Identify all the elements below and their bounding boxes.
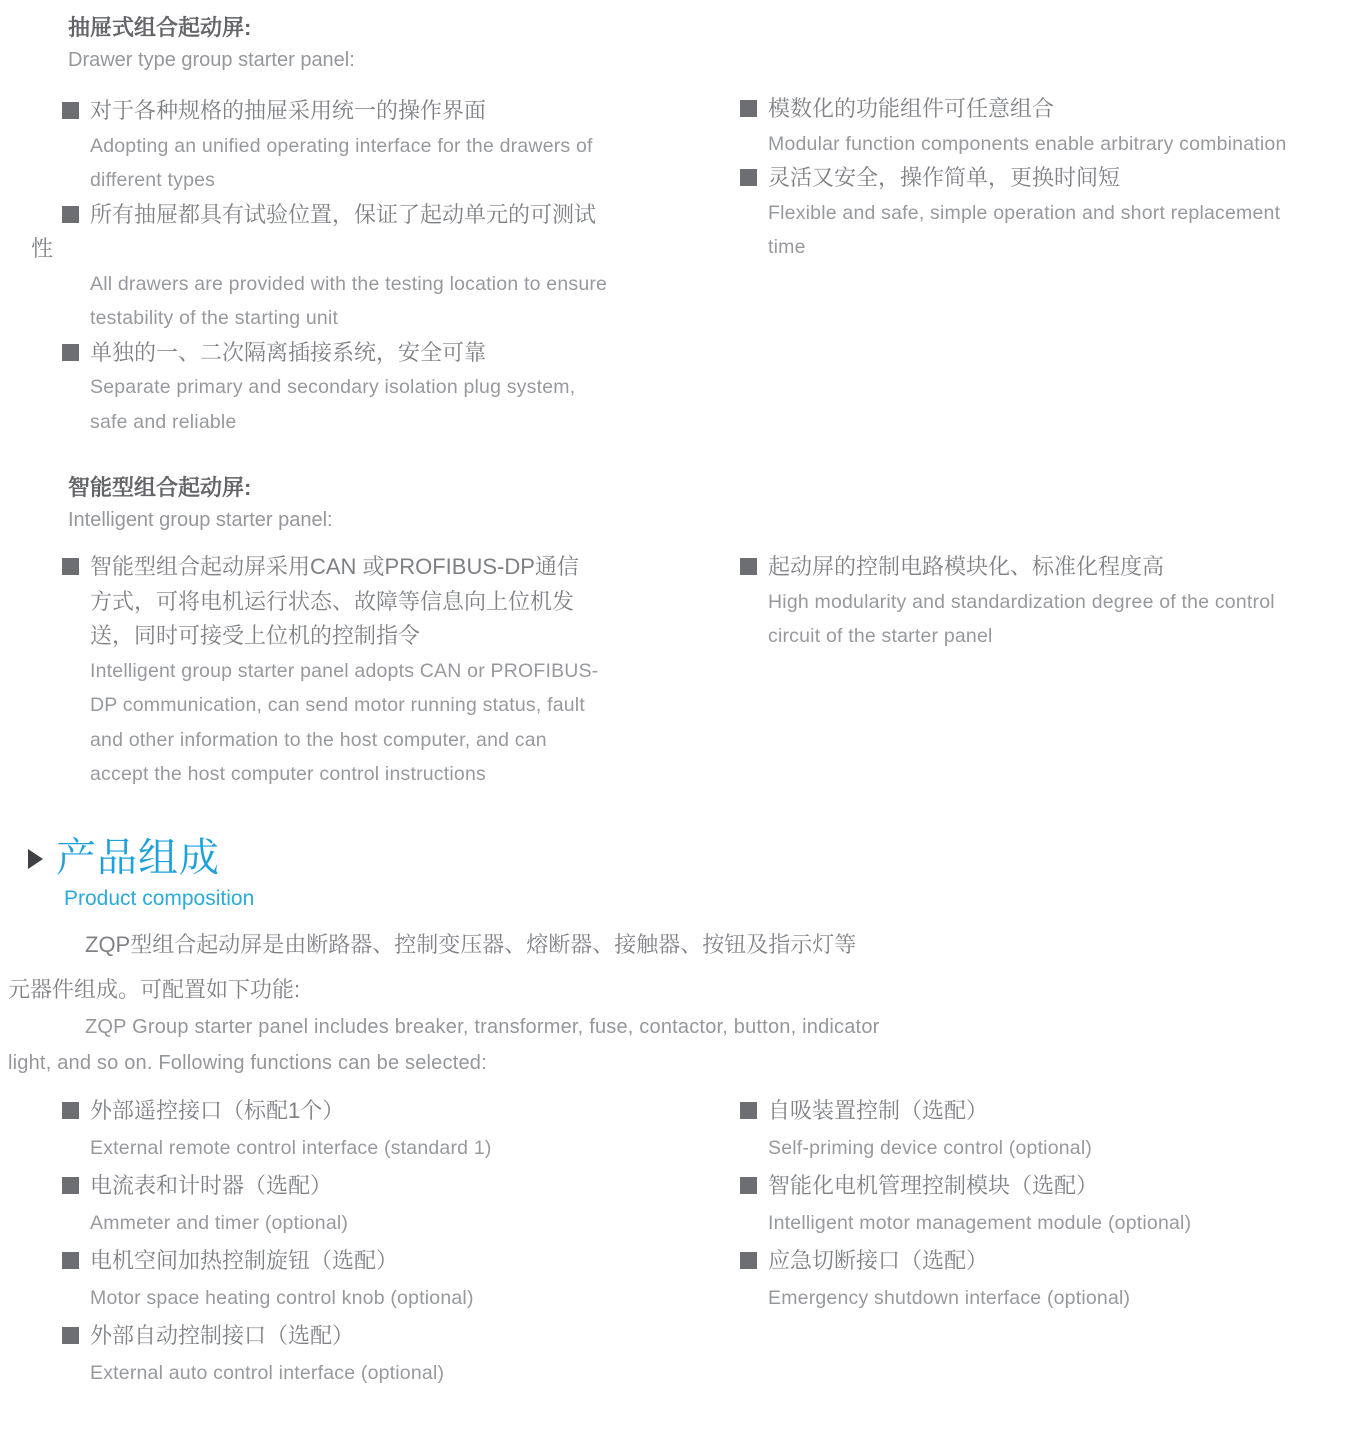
bullet-item	[740, 1092, 1340, 1130]
intelligent-right-column	[740, 550, 1340, 654]
bullet-text-zh: 智能型组合起动屏采用CAN 或PROFIBUS-DP通信	[90, 554, 579, 579]
bullet-square-icon	[740, 1252, 757, 1269]
bullet-text-zh: 智能化电机管理控制模块（选配）	[768, 1173, 1099, 1198]
bullet-square-icon	[62, 206, 79, 223]
bullet-text-zh: 对于各种规格的抽屉采用统一的操作界面	[90, 98, 487, 123]
bullet-square-icon	[740, 100, 757, 117]
bullet-item	[740, 92, 1340, 127]
bullet-text-en: Ammeter and timer (optional)	[90, 1211, 349, 1234]
bullet-text-zh: 送，同时可接受上位机的控制指令	[90, 623, 421, 648]
bullet-text-en: and other information to the host computer, and can	[90, 728, 547, 751]
bullet-text-en: DP communication, can send motor running status, fault	[90, 694, 585, 716]
bullet-text-zh: 电流表和计时器（选配）	[90, 1173, 333, 1198]
bullet-item	[62, 94, 642, 129]
bullet-text-en: accept the host computer control instructions	[90, 763, 486, 785]
bullet-text-en: Separate primary and secondary isolation plug system,	[90, 376, 576, 398]
bullet-text-zh: 灵活又安全，操作简单，更换时间短	[768, 165, 1121, 190]
composition-paragraph-en: ZQP Group starter panel includes breaker, transformer, fuse, contactor, button, indicator	[85, 1016, 880, 1038]
bullet-text-en: Adopting an unified operating interface for the drawers of	[90, 134, 593, 157]
bullet-square-icon	[740, 169, 757, 186]
intelligent-section-title-zh: 智能型组合起动屏:	[68, 475, 252, 500]
bullet-item	[62, 336, 642, 371]
bullet-text-en: External remote control interface (standard 1)	[90, 1136, 492, 1159]
bullet-text-en: Intelligent motor management module (optional)	[768, 1211, 1192, 1234]
bullet-text-en: Intelligent group starter panel adopts CAN or PROFIBUS-	[90, 659, 599, 682]
bullet-text-en: testability of the starting unit	[90, 307, 339, 329]
composition-paragraph-zh: 元器件组成。可配置如下功能:	[8, 977, 301, 1002]
bullet-text-en: Flexible and safe, simple operation and short replacement	[768, 201, 1281, 224]
intelligent-left-column	[62, 550, 642, 792]
drawer-section-header	[68, 12, 355, 76]
bullet-text-en: Self-priming device control (optional)	[768, 1136, 1093, 1159]
arrow-right-icon	[28, 849, 43, 869]
bullet-text-zh: 自吸装置控制（选配）	[768, 1098, 989, 1123]
bullet-text-zh: 外部自动控制接口（选配）	[90, 1323, 355, 1348]
bullet-item	[62, 1167, 662, 1205]
bullet-square-icon	[62, 1102, 79, 1119]
bullet-text-zh: 起动屏的控制电路模块化、标准化程度高	[768, 554, 1165, 579]
drawer-right-column	[740, 92, 1340, 265]
drawer-section-title-zh: 抽屉式组合起动屏:	[68, 15, 252, 40]
bullet-item	[62, 198, 642, 233]
bullet-item	[740, 550, 1340, 585]
bullet-text-en: time	[768, 236, 806, 258]
composition-paragraph-en: light, and so on. Following functions can be selected:	[8, 1052, 487, 1074]
bullet-square-icon	[740, 1102, 757, 1119]
bullet-text-zh: 所有抽屉都具有试验位置，保证了起动单元的可测试	[90, 201, 597, 227]
composition-right-column	[740, 1092, 1340, 1317]
bullet-square-icon	[62, 102, 79, 119]
bullet-text-en: High modularity and standardization degree of the control	[768, 590, 1275, 613]
bullet-item	[62, 550, 642, 585]
bullet-item	[62, 1242, 662, 1280]
bullet-item	[62, 1317, 662, 1355]
bullet-text-zh: 模数化的功能组件可任意组合	[768, 96, 1055, 121]
bullet-item	[740, 1242, 1340, 1280]
bullet-text-zh: 方式，可将电机运行状态、故障等信息向上位机发	[90, 588, 575, 614]
intelligent-section-title-en: Intelligent group starter panel:	[68, 509, 333, 531]
bullet-item	[740, 161, 1340, 196]
bullet-text-en: circuit of the starter panel	[768, 625, 993, 647]
bullet-square-icon	[740, 1177, 757, 1194]
bullet-square-icon	[62, 1252, 79, 1269]
bullet-text-zh: 应急切断接口（选配）	[768, 1248, 989, 1273]
bullet-item	[740, 1167, 1340, 1205]
bullet-text-en: different types	[90, 169, 216, 191]
composition-title-zh: 产品组成	[56, 836, 220, 880]
bullet-square-icon	[62, 344, 79, 361]
bullet-item	[62, 1092, 662, 1130]
bullet-square-icon	[62, 1327, 79, 1344]
bullet-text-en: All drawers are provided with the testing location to ensure	[90, 272, 608, 295]
bullet-text-zh: 电机空间加热控制旋钮（选配）	[90, 1248, 399, 1273]
bullet-text-en: External auto control interface (optional)	[90, 1361, 445, 1384]
bullet-square-icon	[740, 558, 757, 575]
intelligent-section-header	[68, 472, 333, 536]
drawer-left-column	[31, 94, 642, 439]
composition-paragraph-zh: ZQP型组合起动屏是由断路器、控制变压器、熔断器、接触器、按钮及指示灯等	[85, 932, 857, 957]
bullet-square-icon	[62, 1177, 79, 1194]
bullet-text-en: Emergency shutdown interface (optional)	[768, 1286, 1131, 1309]
bullet-text-en: Motor space heating control knob (optional)	[90, 1286, 474, 1309]
bullet-text-zh: 外部遥控接口（标配1个）	[90, 1098, 345, 1123]
bullet-square-icon	[62, 558, 79, 575]
composition-left-column	[62, 1092, 662, 1392]
composition-title-en: Product composition	[64, 887, 255, 910]
drawer-section-title-en: Drawer type group starter panel:	[68, 49, 355, 71]
bullet-text-en: safe and reliable	[90, 410, 237, 433]
bullet-text-en: Modular function components enable arbitrary combination	[768, 132, 1287, 155]
bullet-text-zh-overflow: 性	[31, 236, 54, 261]
bullet-text-zh: 单独的一、二次隔离插接系统，安全可靠	[90, 339, 487, 365]
